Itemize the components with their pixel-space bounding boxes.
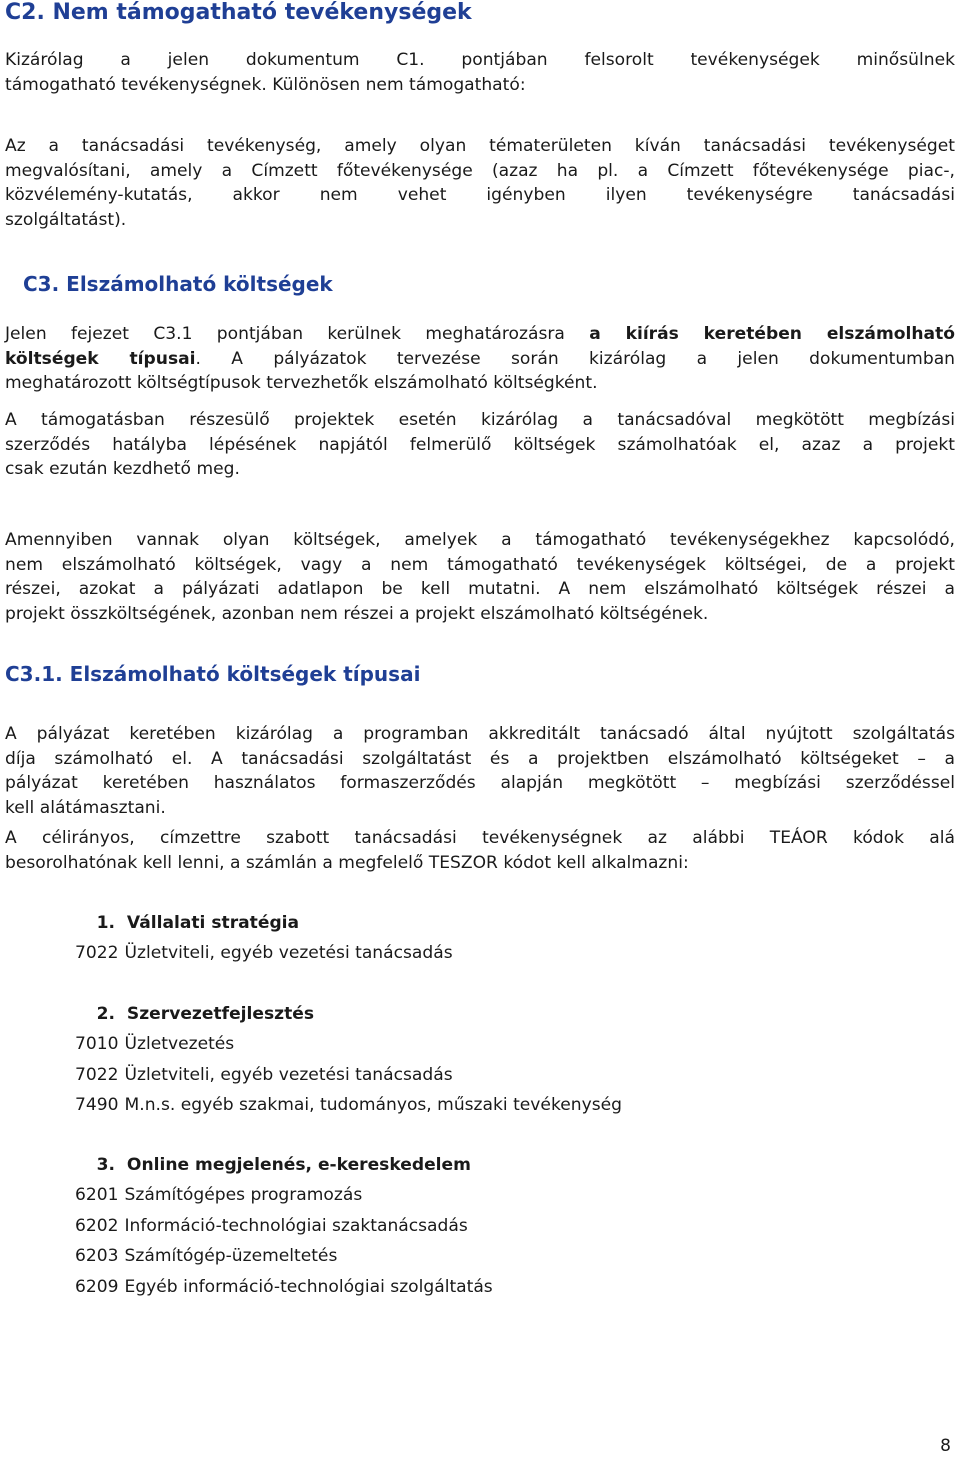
- list-item: [75, 1241, 775, 1272]
- category-title: Online megjelenés, e-kereskedelem: [126, 1155, 471, 1175]
- text-line: kell alátámasztani.: [5, 797, 166, 818]
- paragraph-c2-detail: [5, 134, 955, 232]
- teaor-code: 6201: [75, 1185, 119, 1205]
- text-line: csak ezután kezdhető meg.: [5, 459, 240, 479]
- category-number: 3.: [96, 1155, 115, 1175]
- paragraph-c31-teaor: [5, 826, 955, 875]
- teaor-code: 6203: [75, 1246, 119, 1266]
- paragraph-c3-intro: [5, 322, 955, 396]
- category-list-1: [75, 908, 775, 969]
- category-number: 2.: [96, 1004, 115, 1024]
- paragraph-c2-intro: [5, 48, 955, 97]
- teaor-code: 7022: [75, 943, 119, 963]
- text-line: megvalósítani, amely a Címzett főtevékenysége (azaz ha pl. a Címzett főtevékenysége piac-,: [5, 160, 955, 181]
- text-line: díja számolható el. A tanácsadási szolgáltatást és a projektben elszámolható költségeket – a: [5, 748, 955, 769]
- teaor-label: Információ-technológiai szaktanácsadás: [124, 1215, 468, 1236]
- list-item: [75, 1090, 775, 1121]
- category-title: Szervezetfejlesztés: [126, 1004, 315, 1024]
- section-heading-c3: C3. Elszámolható költségek: [23, 272, 333, 296]
- text-line: A támogatásban részesülő projektek esetén kizárólag a tanácsadóval megkötött megbízási: [5, 410, 955, 430]
- text-run: Jelen fejezet C3.1 pontjában kerülnek meghatározásra: [5, 324, 590, 344]
- paragraph-c31-intro: [5, 722, 955, 820]
- page-number: 8: [940, 1436, 951, 1456]
- text-line: szerződés hatályba lépésének napjától felmerülő költségek számolhatóak el, azaz a projekt: [5, 434, 955, 455]
- category-heading: [75, 999, 775, 1029]
- text-run-bold: a kiírás keretében elszámolható: [589, 324, 955, 344]
- text-line: nem elszámolható költségek, vagy a nem támogatható tevékenységek költségei, de a projekt: [5, 554, 955, 575]
- category-heading: [75, 1150, 775, 1180]
- teaor-code: 7022: [75, 1064, 119, 1085]
- teaor-label: Egyéb információ-technológiai szolgáltatás: [124, 1276, 493, 1297]
- text-run: . A pályázatok tervezése során kizárólag a jelen dokumentumban: [195, 348, 955, 369]
- text-line: projekt összköltségének, azonban nem részei a projekt elszámolható költségének.: [5, 603, 709, 624]
- category-heading: [75, 908, 775, 938]
- text-line: A célirányos, címzettre szabott tanácsadási tevékenységnek az alábbi TEÁOR kódok alá: [5, 828, 955, 848]
- teaor-label: Üzletvezetés: [124, 1034, 235, 1054]
- teaor-code: 6209: [75, 1276, 119, 1297]
- section-heading-c2: C2. Nem támogatható tevékenységek: [5, 0, 472, 25]
- text-line: szolgáltatást).: [5, 209, 127, 230]
- category-number: 1.: [96, 913, 115, 933]
- section-heading-c31: C3.1. Elszámolható költségek típusai: [5, 662, 421, 686]
- text-line: Amennyiben vannak olyan költségek, amelyek a támogatható tevékenységekhez kapcsolódó,: [5, 530, 955, 550]
- category-title: Vállalati stratégia: [126, 913, 300, 933]
- teaor-code: 7490: [75, 1095, 119, 1115]
- list-item: [75, 938, 775, 969]
- category-list-2: [75, 999, 775, 1121]
- list-item: [75, 1211, 775, 1242]
- paragraph-c3-non-eligible: [5, 528, 955, 626]
- text-line: támogatható tevékenységnek. Különösen nem támogatható:: [5, 74, 526, 95]
- text-line: meghatározott költségtípusok tervezhetők elszámolható költségként.: [5, 373, 598, 393]
- teaor-code: 7010: [75, 1034, 119, 1054]
- text-line: A pályázat keretében kizárólag a programban akkreditált tanácsadó által nyújtott szolgáltatás: [5, 724, 955, 744]
- list-item: [75, 1180, 775, 1211]
- text-line: [5, 322, 955, 347]
- text-run-bold: költségek típusai: [5, 348, 196, 369]
- text-line: pályázat keretében használatos formaszerződés alapján megkötött – megbízási szerződéssel: [5, 773, 955, 793]
- paragraph-c3-eligibility: [5, 408, 955, 482]
- teaor-code: 6202: [75, 1215, 119, 1236]
- text-line: [5, 347, 955, 372]
- category-list-3: [75, 1150, 775, 1302]
- list-item: [75, 1060, 775, 1091]
- teaor-label: M.n.s. egyéb szakmai, tudományos, műszaki tevékenység: [124, 1095, 622, 1115]
- text-line: részei, azokat a pályázati adatlapon be kell mutatni. A nem elszámolható költségek részei a: [5, 579, 955, 599]
- teaor-label: Számítógépes programozás: [124, 1185, 363, 1205]
- teaor-label: Üzletviteli, egyéb vezetési tanácsadás: [124, 943, 453, 963]
- teaor-label: Számítógép-üzemeltetés: [124, 1246, 338, 1266]
- list-item: [75, 1272, 775, 1303]
- text-line: besorolhatónak kell lenni, a számlán a megfelelő TESZOR kódot kell alkalmazni:: [5, 852, 689, 873]
- list-item: [75, 1029, 775, 1060]
- text-line: Az a tanácsadási tevékenység, amely olyan tématerületen kíván tanácsadási tevékenységet: [5, 136, 955, 156]
- document-page: [5, 0, 955, 1467]
- text-line: Kizárólag a jelen dokumentum C1. pontjában felsorolt tevékenységek minősülnek: [5, 50, 955, 70]
- teaor-label: Üzletviteli, egyéb vezetési tanácsadás: [124, 1064, 453, 1085]
- text-line: közvélemény-kutatás, akkor nem vehet igényben ilyen tevékenységre tanácsadási: [5, 185, 955, 205]
